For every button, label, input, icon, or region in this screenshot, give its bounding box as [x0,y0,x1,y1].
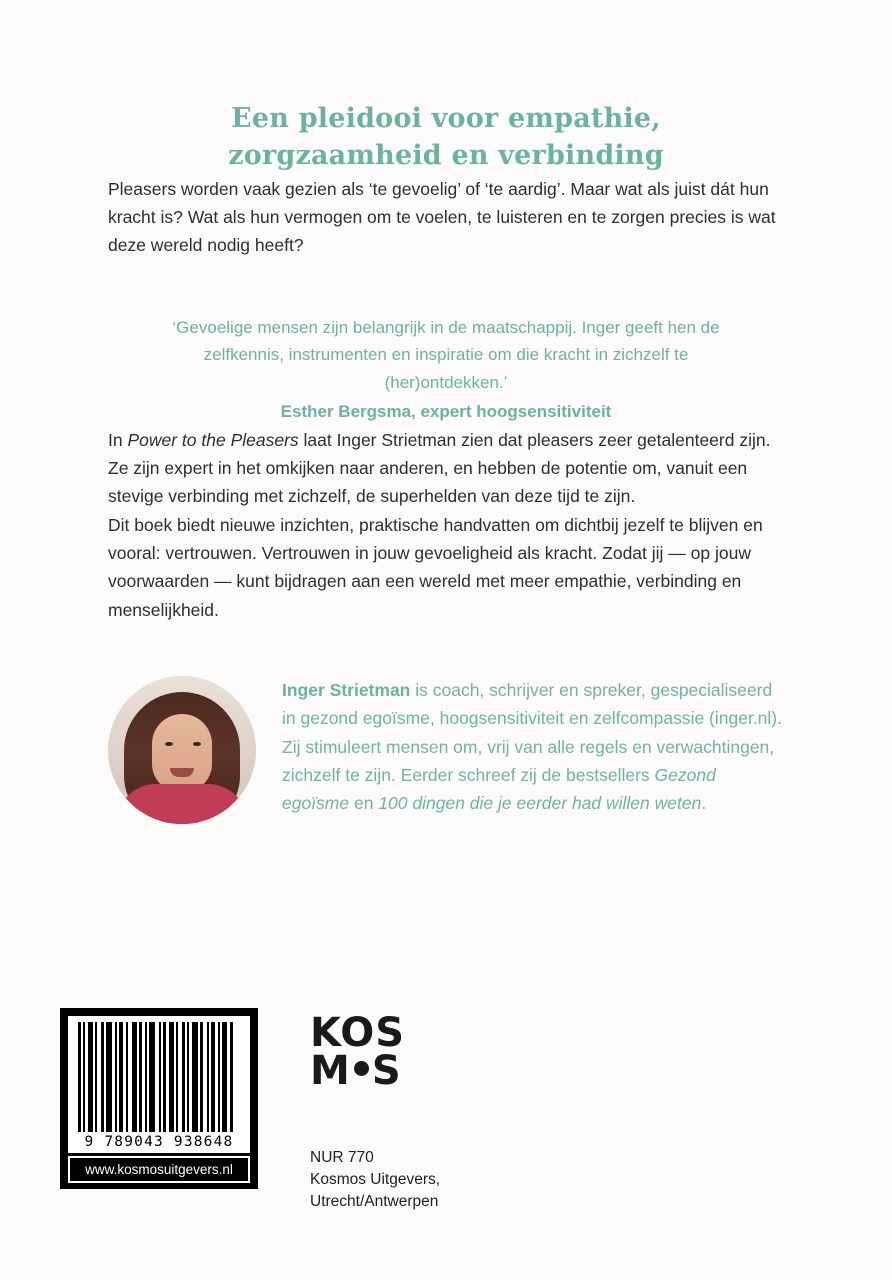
imprint-info [310,1147,440,1213]
logo-line-2 [310,1048,440,1095]
previous-book-2: 100 dingen die je eerder had willen weten [378,793,702,814]
publisher-website-box [68,1156,250,1183]
author-bio-conjunction: en [349,793,379,814]
description-paragraph-1 [108,426,784,511]
previous-book-1: Gezond egoïsme [282,765,716,814]
barcode-bar [230,1022,233,1132]
page-title [108,0,784,175]
barcode-block [60,1008,258,1189]
author-portrait-photo [108,676,256,824]
headline-line-1: Een pleidooi voor empathie, [231,103,661,134]
headline-line-2: zorgzaamheid en verbinding [228,140,664,172]
description-paragraph-2: Dit boek biedt nieuwe inzichten, praktische handvatten om dichtbij jezelf te blijven en vooral: vertrouwen. Vertrouwen in jouw gevoeligheid als kracht. Zodat jij — op jouw voorwaarden — kunt bijdragen aan een wereld met meer empathie, verbinding en menselijkheid. [108,514,763,620]
logo-letter-s: S [371,1048,402,1095]
cover-content [108,0,784,824]
logo-line-1: KOS [310,1010,406,1056]
author-bio-part-1: is coach, schrijver en spreker, gespecialiseerd in gezond egoïsme, hoogsensitiviteit en zelfcompassie (inger.nl). Zij stimuleert mensen om, vrij van alle regels en verwachtingen, zichzelf te zijn. Eerder schreef zij de bestsellers [282,680,782,786]
paragraph-1-lead: In [108,429,128,450]
author-name: Inger Strietman [282,680,411,701]
publisher-city: Utrecht/Antwerpen [310,1192,439,1210]
portrait-face [152,714,212,792]
logo-dot-icon [354,1061,369,1076]
paragraph-1-rest: laat Inger Strietman zien dat pleasers zeer getalenteerd zijn. Ze zijn expert in het omkijken naar anderen, en hebben de potentie om, vanuit een stevige verbinding met zichzelf, de superhelden van deze tijd te zijn. [108,429,771,507]
quote-attribution: Esther Bergsma, expert hoogsensitiviteit [280,402,612,422]
author-bio [282,676,784,818]
intro-paragraph: Pleasers worden vaak gezien als ‘te gevoelig’ of ‘te aardig’. Maar wat als juist dát hun kracht is? Wat als hun vermogen om te voelen, te luisteren en te zorgen precies is wat deze wereld nodig heeft? [108,178,776,256]
author-bio-end: . [701,793,707,814]
isbn-number: 9 789043 938648 [68,1132,250,1153]
kosmos-logo [310,1010,440,1095]
nur-code: NUR 770 [310,1148,374,1166]
cover-footer [60,1008,850,1213]
logo-letter-m: M [310,1048,351,1095]
book-title-italic: Power to the Pleasers [127,429,299,450]
barcode-bars [68,1016,250,1132]
quote-text: ‘Gevoelige mensen zijn belangrijk in de maatschappij. Inger geeft hen de zelfkennis, instrumenten en inspiratie om die kracht in zichzelf te (her)ontdekken.’ [172,317,720,392]
portrait-shirt [116,784,248,824]
publisher-name: Kosmos Uitgevers, [310,1170,441,1188]
publisher-block [310,1008,440,1213]
review-quote [146,314,746,426]
author-section [108,676,784,824]
publisher-website[interactable]: www.kosmosuitgevers.nl [70,1158,248,1181]
